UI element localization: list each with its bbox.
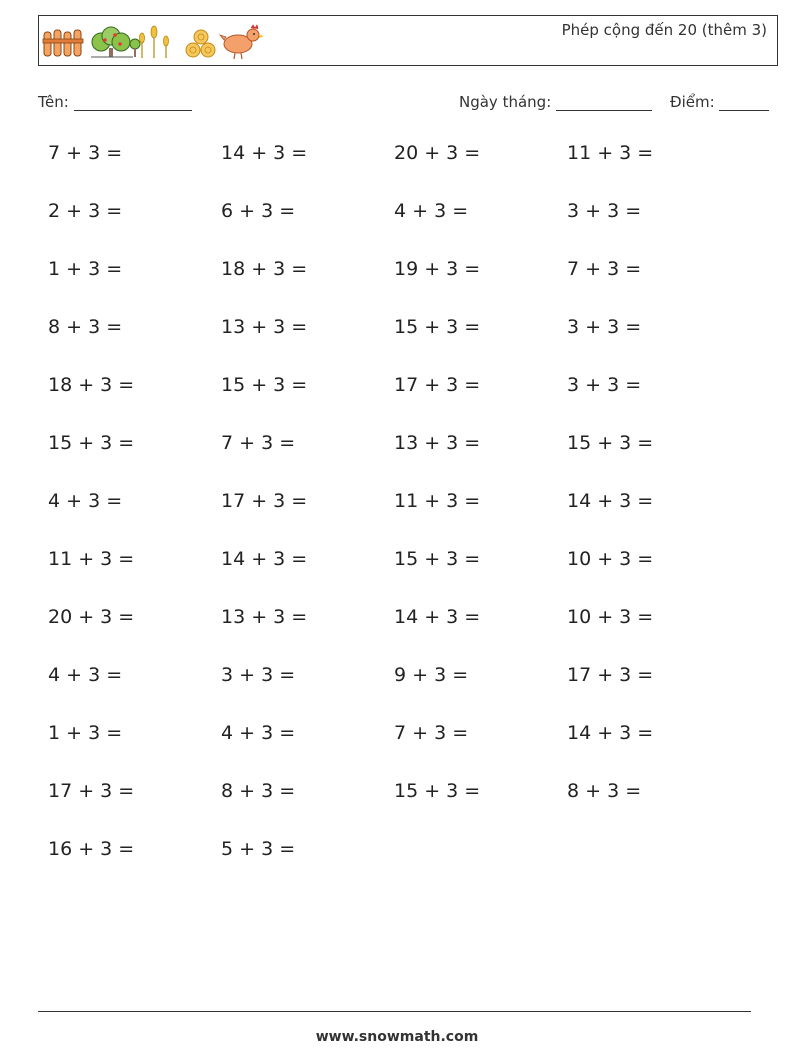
problem-item: 17 + 3 = — [221, 490, 308, 512]
problem-item: 15 + 3 = — [567, 432, 654, 454]
problem-item: 6 + 3 = — [221, 200, 296, 222]
problem-item: 7 + 3 = — [221, 432, 296, 454]
worksheet-title: Phép cộng đến 20 (thêm 3) — [561, 21, 767, 39]
problem-item: 14 + 3 = — [221, 142, 308, 164]
problem-item: 13 + 3 = — [221, 316, 308, 338]
problem-row — [48, 200, 748, 258]
problem-item: 1 + 3 = — [48, 722, 123, 744]
problem-item: 4 + 3 = — [48, 664, 123, 686]
problem-row — [48, 142, 748, 200]
problem-item: 3 + 3 = — [567, 200, 642, 222]
problem-item: 13 + 3 = — [221, 606, 308, 628]
problem-row — [48, 374, 748, 432]
date-blank[interactable] — [556, 94, 652, 111]
problem-item: 11 + 3 = — [394, 490, 481, 512]
problem-item: 1 + 3 = — [48, 258, 123, 280]
problem-item: 15 + 3 = — [394, 780, 481, 802]
problem-item: 3 + 3 = — [567, 374, 642, 396]
problem-row — [48, 838, 748, 896]
hay-bales-icon — [186, 30, 215, 57]
problem-row — [48, 722, 748, 780]
name-field — [38, 93, 192, 111]
problem-item: 17 + 3 = — [394, 374, 481, 396]
problem-item: 15 + 3 = — [48, 432, 135, 454]
problem-item: 13 + 3 = — [394, 432, 481, 454]
problem-item: 18 + 3 = — [48, 374, 135, 396]
problem-item: 7 + 3 = — [48, 142, 123, 164]
score-blank[interactable] — [719, 94, 769, 111]
problem-item: 15 + 3 = — [221, 374, 308, 396]
problem-item: 14 + 3 = — [567, 722, 654, 744]
problem-item: 3 + 3 = — [567, 316, 642, 338]
farm-clipart — [41, 22, 271, 62]
problem-row — [48, 664, 748, 722]
problem-item: 7 + 3 = — [394, 722, 469, 744]
problem-item: 20 + 3 = — [394, 142, 481, 164]
date-field — [459, 93, 652, 111]
problem-item: 16 + 3 = — [48, 838, 135, 860]
problem-item: 8 + 3 = — [221, 780, 296, 802]
problem-item: 15 + 3 = — [394, 316, 481, 338]
tree-icon — [91, 27, 140, 57]
problem-row — [48, 490, 748, 548]
problem-item: 19 + 3 = — [394, 258, 481, 280]
problem-item: 4 + 3 = — [48, 490, 123, 512]
problem-item: 8 + 3 = — [567, 780, 642, 802]
problem-item: 5 + 3 = — [221, 838, 296, 860]
problem-row — [48, 258, 748, 316]
problem-row — [48, 316, 748, 374]
name-label: Tên: — [38, 93, 69, 111]
problem-item: 14 + 3 = — [221, 548, 308, 570]
problem-item: 14 + 3 = — [394, 606, 481, 628]
problem-row — [48, 432, 748, 490]
name-blank[interactable] — [74, 94, 192, 111]
problem-item: 17 + 3 = — [48, 780, 135, 802]
footer-divider — [38, 1011, 751, 1012]
wheat-icon — [140, 26, 169, 58]
hen-icon — [220, 25, 264, 59]
score-label: Điểm: — [670, 93, 715, 111]
problem-item: 11 + 3 = — [48, 548, 135, 570]
problem-item: 3 + 3 = — [221, 664, 296, 686]
problem-item: 7 + 3 = — [567, 258, 642, 280]
fence-icon — [43, 30, 83, 56]
problem-item: 11 + 3 = — [567, 142, 654, 164]
footer-site: www.snowmath.com — [315, 1029, 479, 1045]
problem-row — [48, 548, 748, 606]
problem-item: 15 + 3 = — [394, 548, 481, 570]
problem-row — [48, 606, 748, 664]
problem-item: 4 + 3 = — [221, 722, 296, 744]
date-label: Ngày tháng: — [459, 93, 552, 111]
problem-item: 8 + 3 = — [48, 316, 123, 338]
problem-item: 14 + 3 = — [567, 490, 654, 512]
score-field — [670, 93, 769, 111]
problem-row — [48, 780, 748, 838]
worksheet-header — [38, 15, 778, 66]
problem-item: 20 + 3 = — [48, 606, 135, 628]
problem-item: 2 + 3 = — [48, 200, 123, 222]
problem-item: 10 + 3 = — [567, 606, 654, 628]
problem-item: 10 + 3 = — [567, 548, 654, 570]
problem-item: 9 + 3 = — [394, 664, 469, 686]
problem-item: 4 + 3 = — [394, 200, 469, 222]
problem-grid — [48, 142, 748, 896]
problem-item: 18 + 3 = — [221, 258, 308, 280]
problem-item: 17 + 3 = — [567, 664, 654, 686]
